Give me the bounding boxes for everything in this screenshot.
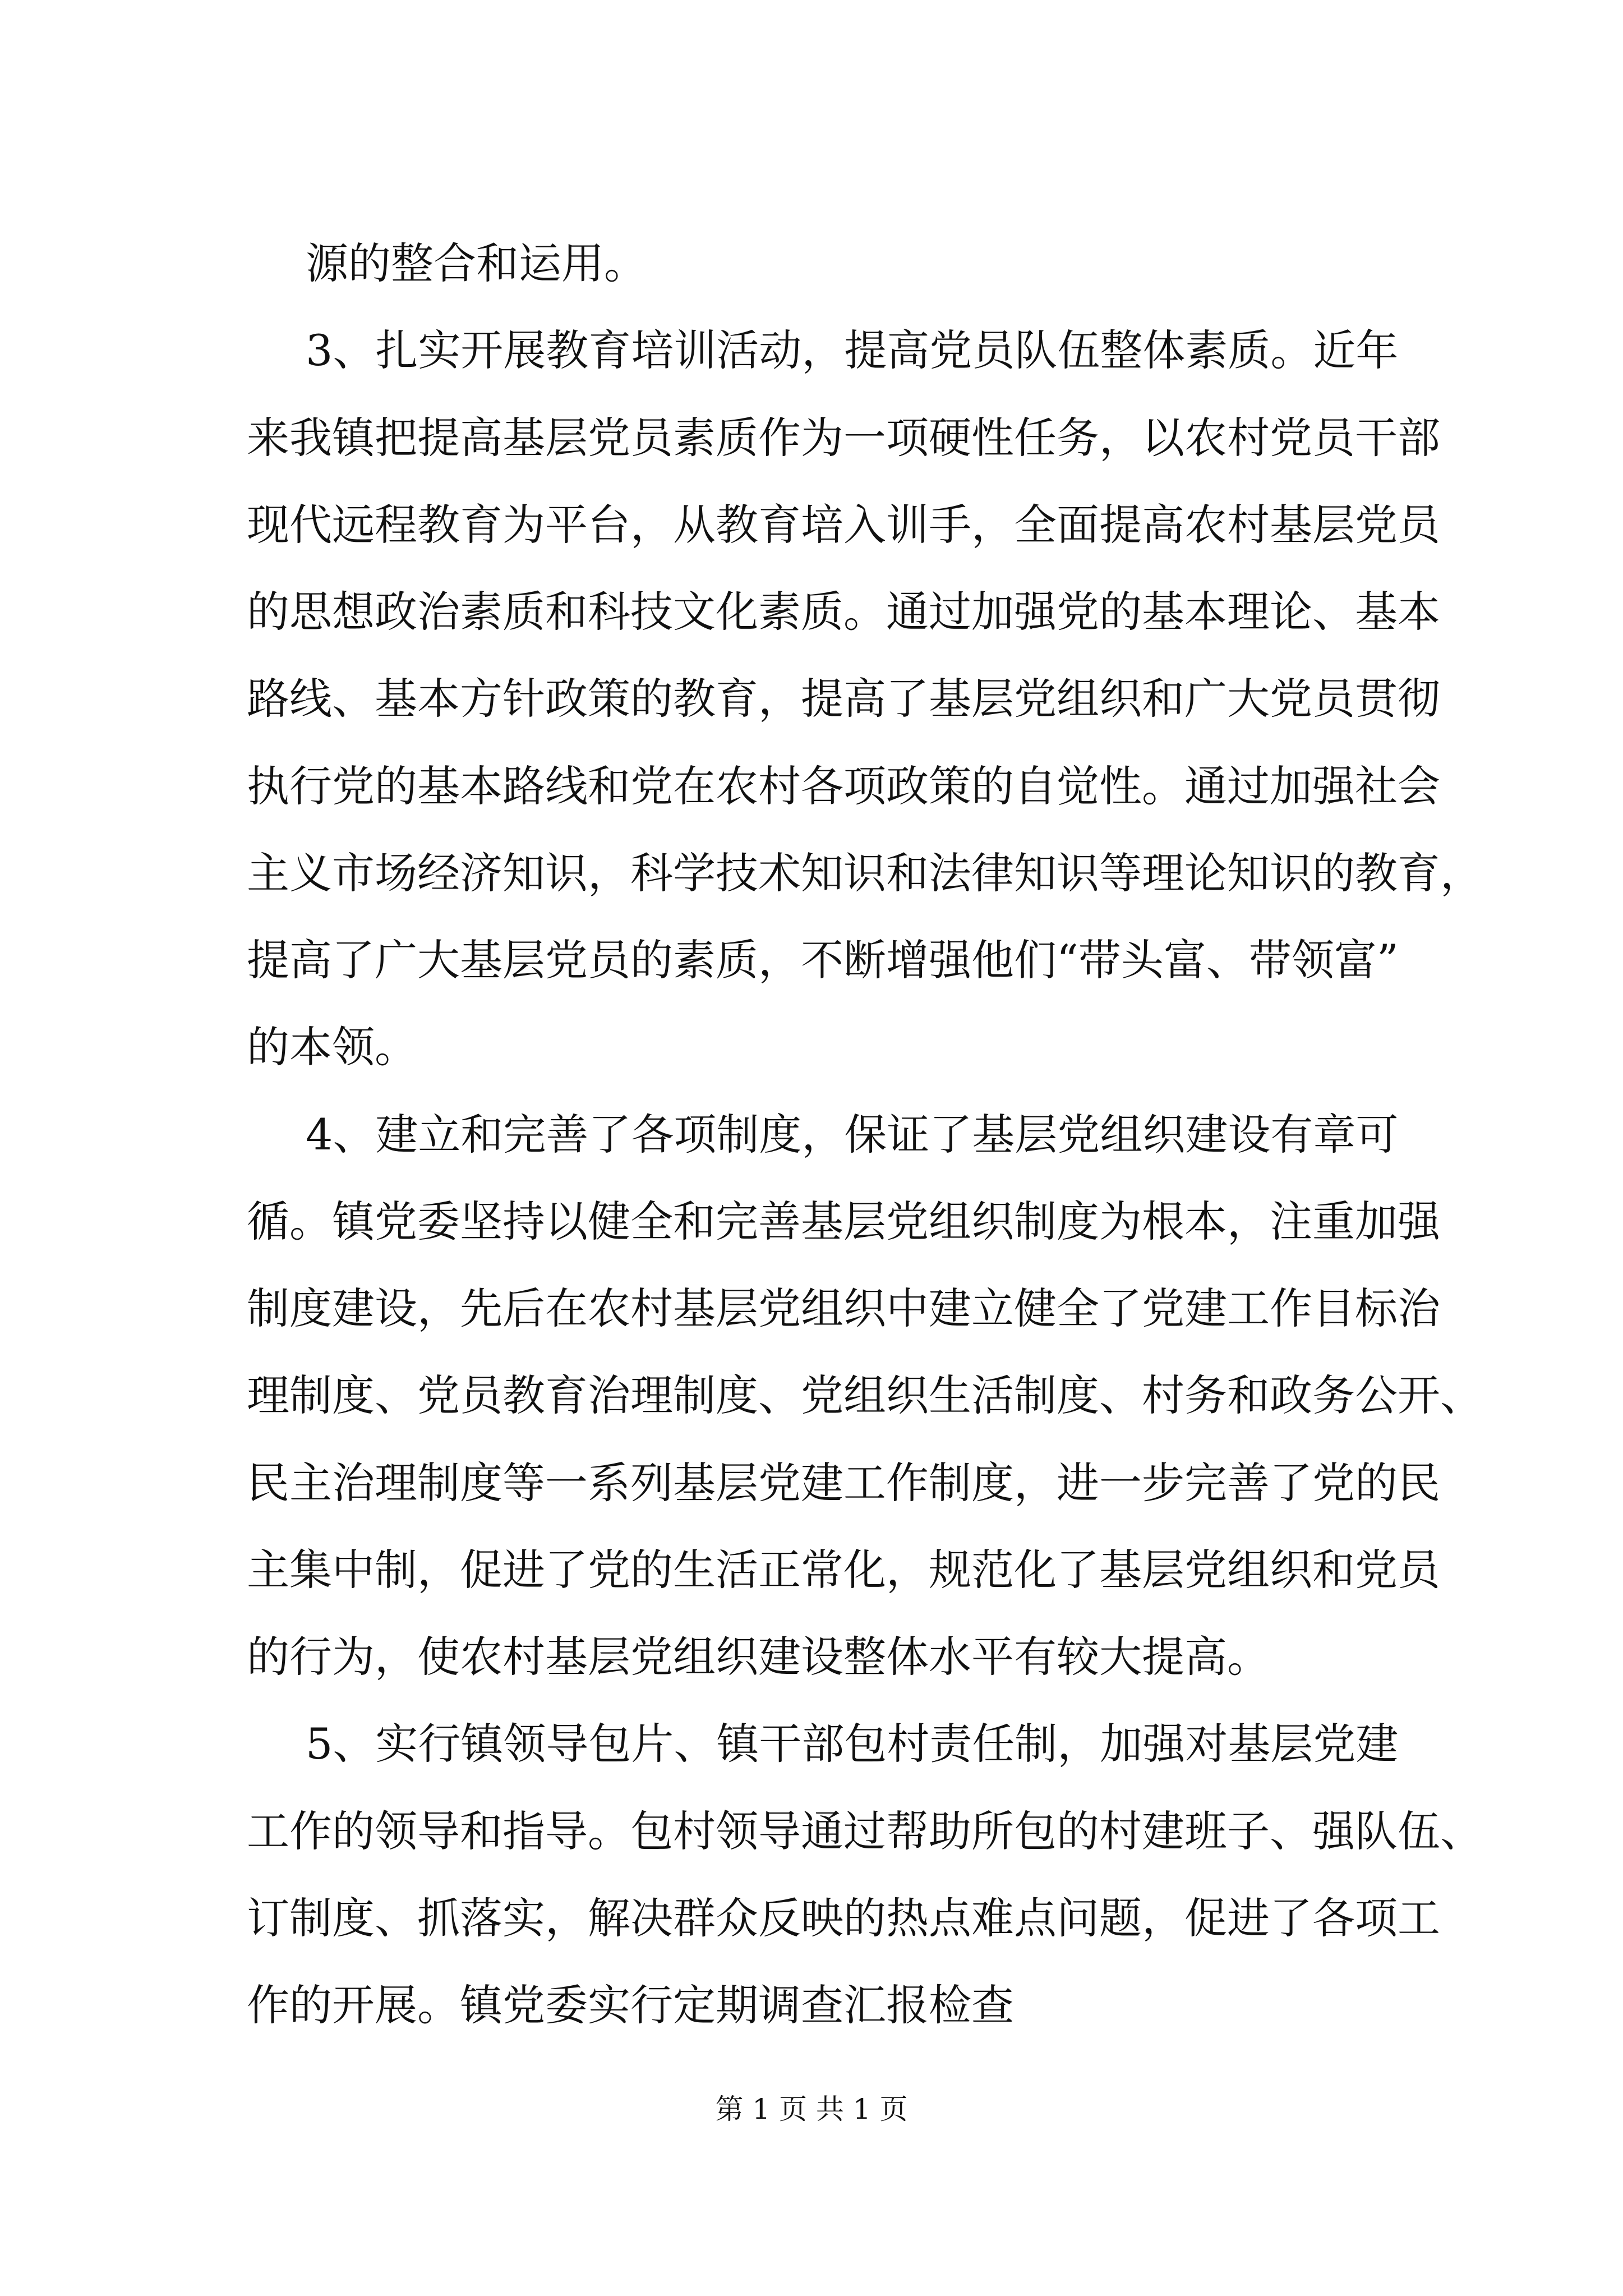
text-line: 的思想政治素质和科技文化素质。通过加强党的基本理论、基本 (247, 587, 1440, 637)
text-line: 理制度、党员教育治理制度、党组织生活制度、村务和政务公开、 (247, 1370, 1483, 1420)
text-line: 5、实行镇领导包片、镇干部包村责任制，加强对基层党建 (306, 1719, 1399, 1769)
text-line: 来我镇把提高基层党员素质作为一项硬性任务，以农村党员干部 (247, 413, 1440, 463)
text-line: 主义市场经济知识，科学技术知识和法律知识等理论知识的教育， (247, 848, 1483, 898)
text-line: 工作的领导和指导。包村领导通过帮助所包的村建班子、强队伍、 (247, 1806, 1483, 1856)
text-line: 源的整合和运用。 (306, 238, 647, 288)
text-line: 路线、基本方针政策的教育，提高了基层党组织和广大党员贯彻 (247, 674, 1440, 724)
text-line: 4、建立和完善了各项制度，保证了基层党组织建设有章可 (306, 1110, 1399, 1159)
text-line: 民主治理制度等一系列基层党建工作制度，进一步完善了党的民 (247, 1458, 1440, 1508)
text-line: 订制度、抓落实，解决群众反映的热点难点问题，促进了各项工 (247, 1893, 1440, 1943)
text-line: 主集中制，促进了党的生活正常化，规范化了基层党组织和党员 (247, 1545, 1440, 1595)
text-line: 作的开展。镇党委实行定期调查汇报检查 (247, 1980, 1014, 2030)
page-footer: 第 1 页 共 1 页 (715, 2093, 908, 2125)
text-line: 现代远程教育为平台，从教育培入训手，全面提高农村基层党员 (247, 500, 1440, 550)
text-line: 的本领。 (247, 1022, 417, 1072)
text-line: 提高了广大基层党员的素质，不断增强他们“带头富、带领富” (247, 935, 1399, 985)
text-line: 3、扎实开展教育培训活动，提高党员队伍整体素质。近年 (306, 325, 1399, 375)
text-line: 执行党的基本路线和党在农村各项政策的自觉性。通过加强社会 (247, 761, 1440, 811)
text-line: 制度建设，先后在农村基层党组织中建立健全了党建工作目标治 (247, 1283, 1440, 1333)
text-line: 循。镇党委坚持以健全和完善基层党组织制度为根本，注重加强 (247, 1197, 1440, 1246)
text-line: 的行为，使农村基层党组织建设整体水平有较大提高。 (247, 1632, 1270, 1682)
